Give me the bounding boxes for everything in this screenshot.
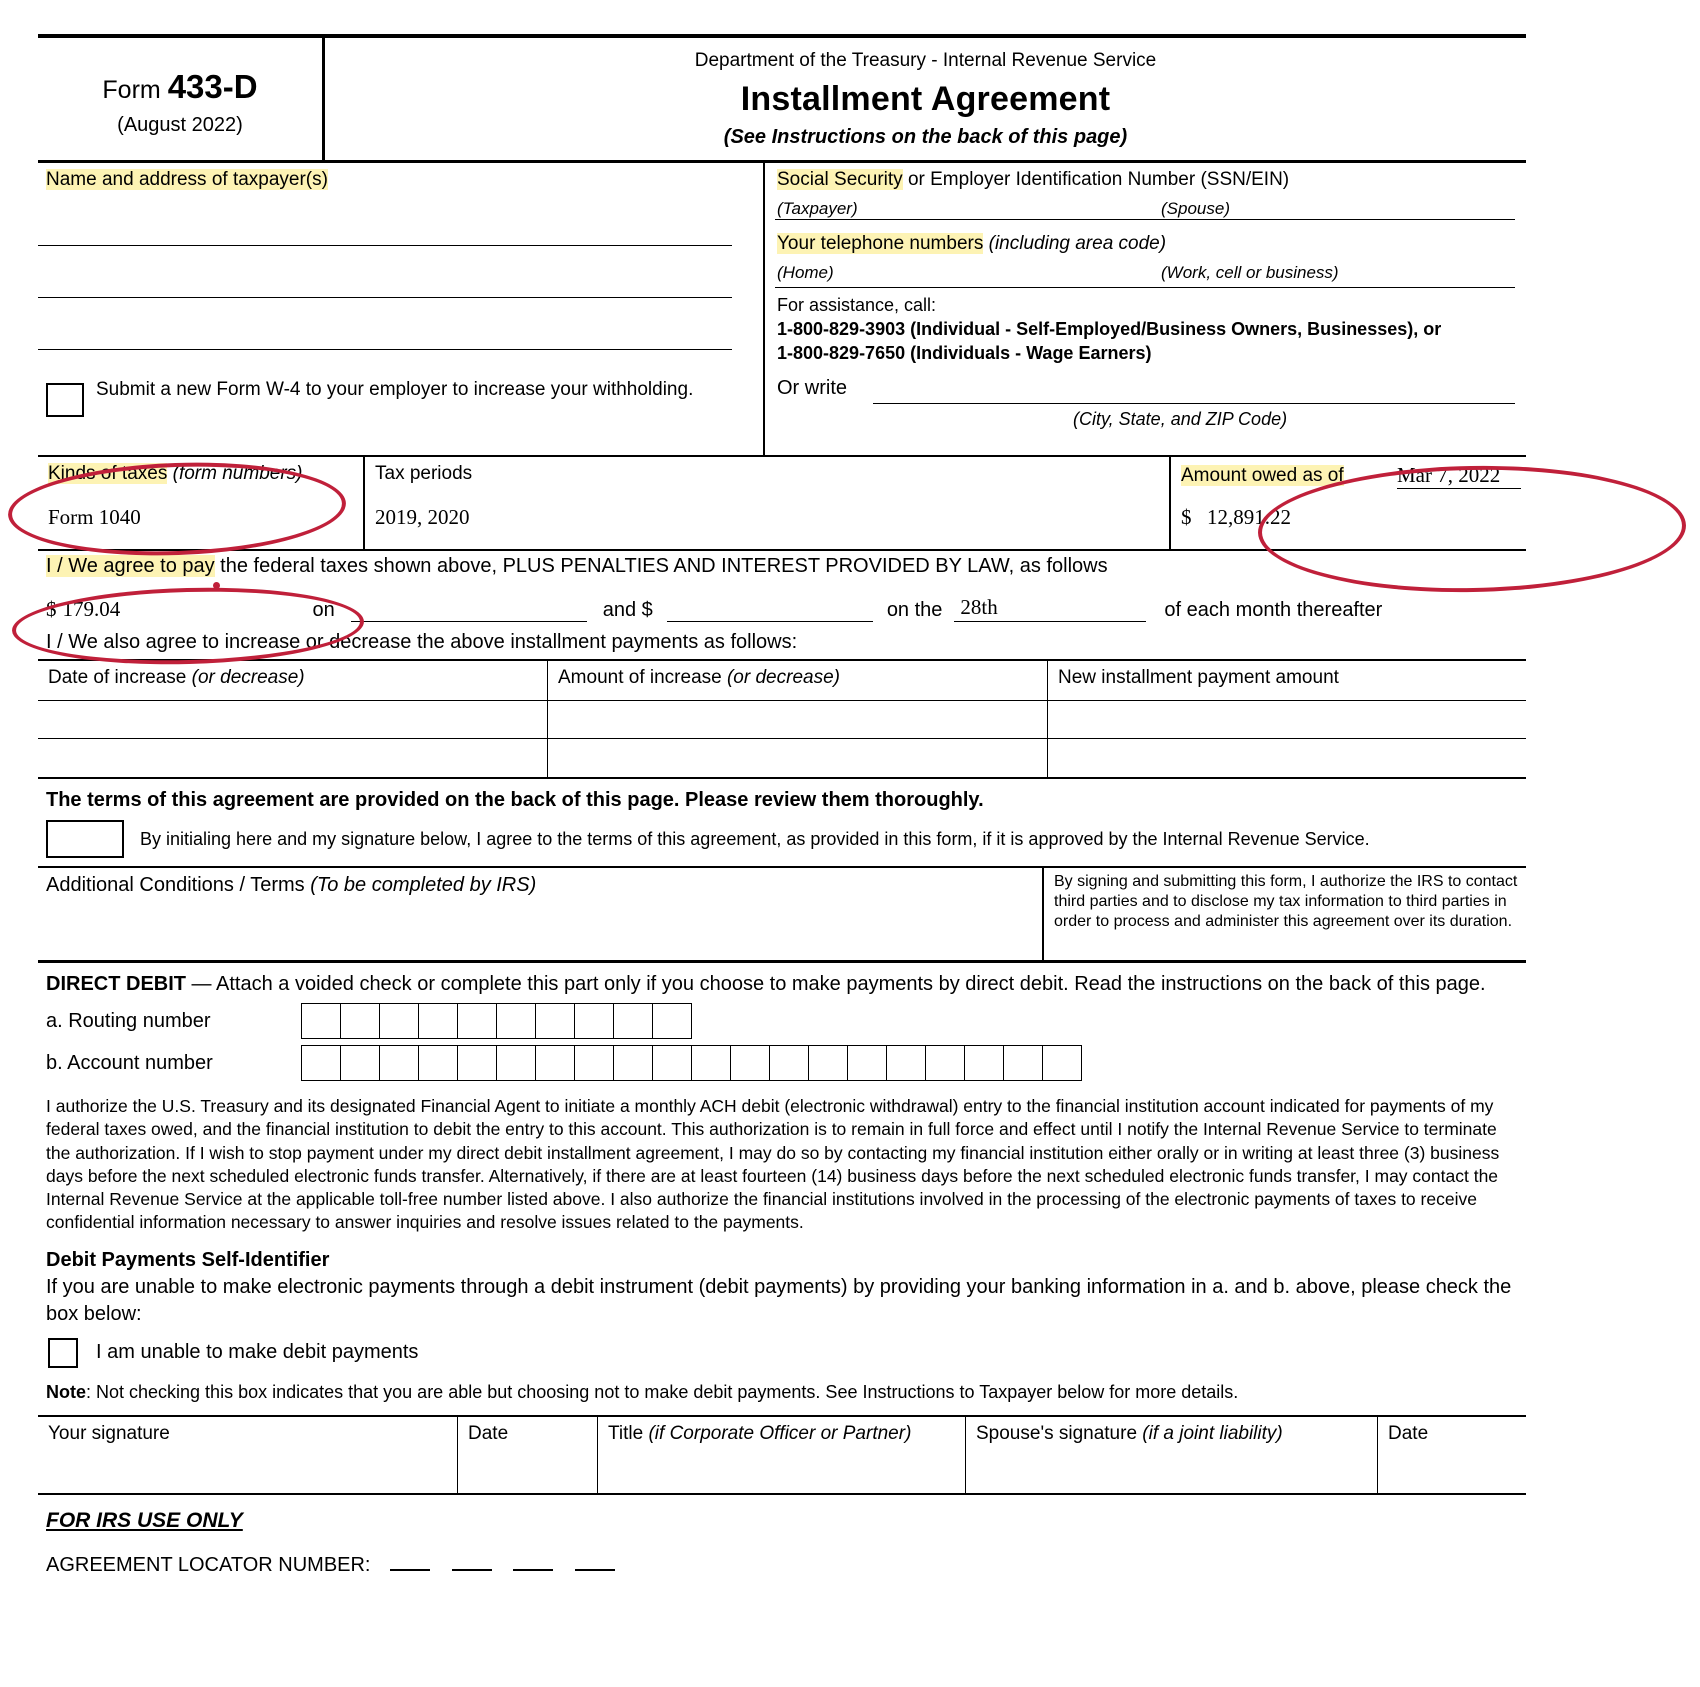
debit-self-identifier-body: If you are unable to make electronic payments through a debit instrument (debit payments) by providing your banking information in a. and b. above, please check the box below: [46, 1275, 1512, 1325]
taxpayer-sublabel: (Taxpayer) [777, 199, 858, 218]
routing-digit[interactable] [535, 1003, 575, 1039]
or-write-label: Or write [777, 377, 847, 399]
assistance-label: For assistance, call: [777, 295, 937, 315]
signature-date-field[interactable]: Date [458, 1417, 598, 1493]
spouse-signature-date-field[interactable]: Date [1388, 1422, 1429, 1444]
debit-note: Note: Not checking this box indicates that you are able but choosing not to make debit payments. See Instructions to Taxpayer below for more details. [46, 1381, 1239, 1402]
initials-field[interactable] [46, 820, 124, 858]
assistance-phone-2: 1-800-829-7650 (Individuals - Wage Earners) [777, 343, 1152, 363]
kinds-of-taxes-label: Kinds of taxes (form numbers) [48, 463, 303, 484]
cell-amount[interactable] [548, 739, 1048, 777]
additional-conditions-label: Additional Conditions / Terms [46, 874, 305, 896]
account-digit[interactable] [379, 1045, 419, 1081]
locator-segment[interactable] [452, 1551, 492, 1571]
account-digit[interactable] [1042, 1045, 1082, 1081]
w4-checkbox[interactable] [46, 383, 84, 417]
phone-rule[interactable] [775, 287, 1515, 288]
agreement-locator-input[interactable] [390, 1551, 631, 1577]
signature-row [38, 1417, 1526, 1493]
account-digit[interactable] [808, 1045, 848, 1081]
payment-day-value[interactable]: 28th [954, 595, 1146, 622]
routing-digit[interactable] [652, 1003, 692, 1039]
tax-periods-label: Tax periods [375, 463, 473, 484]
account-number-row [38, 1045, 1526, 1081]
ach-authorization-text: I authorize the U.S. Treasury and its designated Financial Agent to initiate a monthly ACH debit (electronic withdrawal) entry to the financial institution account indicated for payments of my federal taxes owed, and the financial institution to debit the entry to this account. This authorization is to remain in full force and effect until I notify the Internal Revenue Service to terminate the authorization. If I wish to stop payment under my direct debit installment agreement, I may do so by contacting my financial institution either orally or in writing at least three (3) business days before the next scheduled electronic funds transfer. Alternatively, if there are at least fourteen (14) business days before the next scheduled electronic funds transfer, I may contact the Internal Revenue Service at the applicable toll-free number listed above. I also authorize the financial institutions involved in the processing of the electronic payments of taxes to receive confidential information necessary to answer inquiries and resolve issues related to the payments. [46, 1096, 1500, 1233]
your-signature-field[interactable]: Your signature [38, 1417, 458, 1493]
account-digit[interactable] [418, 1045, 458, 1081]
kinds-of-taxes-cell [38, 457, 365, 549]
account-digit[interactable] [769, 1045, 809, 1081]
unable-to-pay-row [38, 1328, 1526, 1368]
routing-digit[interactable] [301, 1003, 341, 1039]
ssn-label: Social Security or Employer Identification Number (SSN/EIN) [777, 169, 1290, 190]
account-digit[interactable] [340, 1045, 380, 1081]
payment-and-label: and $ [602, 599, 653, 621]
phone-label: Your telephone numbers (including area code) [777, 233, 1167, 254]
signature-table [38, 1415, 1526, 1495]
amount-owed-cell [1171, 457, 1526, 549]
account-digit[interactable] [925, 1045, 965, 1081]
locator-segment[interactable] [513, 1551, 553, 1571]
account-digit[interactable] [691, 1045, 731, 1081]
agreement-locator-row [38, 1533, 1526, 1577]
payment-on-label: on [312, 599, 335, 621]
routing-digit[interactable] [496, 1003, 536, 1039]
assistance-phone-1: 1-800-829-3903 (Individual - Self-Employed/Business Owners, Businesses), or [777, 319, 1442, 339]
kinds-of-taxes-value[interactable]: Form 1040 [48, 505, 141, 529]
routing-digit[interactable] [457, 1003, 497, 1039]
account-digit[interactable] [457, 1045, 497, 1081]
account-number-label: b. Account number [46, 1051, 213, 1074]
name-address-label: Name and address of taxpayer(s) [46, 169, 328, 190]
amount-owed-currency: $ [1181, 505, 1192, 529]
unable-to-make-debit-payments-label: I am unable to make debit payments [96, 1341, 419, 1364]
debit-self-identifier-heading: Debit Payments Self-Identifier [46, 1248, 330, 1271]
taxpayer-name-address-cell [38, 163, 765, 455]
amount-owed-value[interactable]: 12,891.22 [1207, 505, 1291, 529]
increase-decrease-statement: I / We also agree to increase or decrease the above installment payments as follows: [46, 631, 798, 653]
locator-segment[interactable] [575, 1551, 615, 1571]
form-title-block [325, 38, 1526, 160]
account-digit[interactable] [652, 1045, 692, 1081]
or-write-rule[interactable] [873, 403, 1515, 404]
amount-owed-date[interactable]: Mar 7, 2022 [1397, 463, 1521, 489]
identification-cell [765, 163, 1526, 455]
address-rule-2[interactable] [38, 297, 732, 298]
routing-digit[interactable] [574, 1003, 614, 1039]
table-header-row [38, 661, 1526, 701]
payment-on-the-label: on the [886, 599, 943, 621]
payment-second-amount-field[interactable] [667, 595, 873, 622]
cell-date[interactable] [38, 739, 548, 777]
terms-heading: The terms of this agreement are provided on the back of this page. Please review them thoroughly. [46, 789, 984, 811]
cell-new-amount[interactable] [1048, 739, 1526, 777]
form-number-block [38, 38, 325, 160]
tax-periods-cell [365, 457, 1171, 549]
routing-digit[interactable] [613, 1003, 653, 1039]
w4-checkbox-label: Submit a new Form W-4 to your employer to increase your withholding. [96, 379, 694, 400]
account-digit[interactable] [1003, 1045, 1043, 1081]
routing-number-label: a. Routing number [46, 1009, 211, 1032]
col-new-installment-amount: New installment payment amount [1048, 661, 1526, 701]
unable-to-make-debit-payments-checkbox[interactable] [48, 1338, 78, 1368]
account-digit[interactable] [496, 1045, 536, 1081]
table-row[interactable] [38, 739, 1526, 777]
amount-owed-label: Amount owed as of [1181, 465, 1344, 486]
form-subtitle: (See Instructions on the back of this page) [723, 126, 1128, 148]
tax-periods-value[interactable]: 2019, 2020 [375, 505, 470, 529]
form-number-label: Form [102, 75, 161, 104]
page-title: Installment Agreement [740, 80, 1111, 118]
locator-segment[interactable] [390, 1551, 430, 1571]
additional-conditions-cell[interactable]: Additional Conditions / Terms (To be completed by IRS) [38, 868, 1044, 960]
for-irs-use-only-heading: FOR IRS USE ONLY [46, 1508, 243, 1532]
routing-digit[interactable] [379, 1003, 419, 1039]
home-sublabel: (Home) [777, 263, 834, 282]
form-number [102, 68, 257, 106]
cell-date[interactable] [38, 701, 548, 739]
routing-digit[interactable] [418, 1003, 458, 1039]
account-digit[interactable] [964, 1045, 1004, 1081]
routing-number-input[interactable] [302, 1003, 692, 1039]
routing-digit[interactable] [340, 1003, 380, 1039]
form-revision-date: (August 2022) [117, 113, 243, 136]
annotation-dot [213, 582, 220, 589]
table-row[interactable] [38, 701, 1526, 739]
initial-here-label: By initialing here and my signature below, I agree to the terms of this agreement, as provided in this form, if it is approved by the Internal Revenue Service. [140, 828, 1370, 849]
spouse-signature-field[interactable]: Spouse's signature (if a joint liability) [966, 1417, 1378, 1493]
payment-currency: $ [46, 597, 57, 621]
ssn-rule[interactable] [775, 219, 1515, 220]
col-amount-of-increase: Amount of increase (or decrease) [548, 661, 1048, 701]
department-line: Department of the Treasury - Internal Revenue Service [694, 50, 1157, 71]
taxes-row [38, 457, 1526, 551]
third-party-authorization-text: By signing and submitting this form, I authorize the IRS to contact third parties and to disclose my tax information to third parties in order to process and administer this agreement over its duration. [1054, 873, 1518, 930]
address-rule-1[interactable] [38, 245, 732, 246]
spouse-sublabel: (Spouse) [1161, 199, 1230, 218]
address-rule-3[interactable] [38, 349, 732, 350]
direct-debit-heading: DIRECT DEBIT — Attach a voided check or complete this part only if you choose to make payments by direct debit. Read the instructions on the back of this page. [46, 973, 1486, 995]
form-header [38, 38, 1526, 163]
account-digit[interactable] [886, 1045, 926, 1081]
account-digit[interactable] [613, 1045, 653, 1081]
account-digit[interactable] [730, 1045, 770, 1081]
work-sublabel: (Work, cell or business) [1161, 263, 1339, 282]
agree-to-pay-section [38, 551, 1526, 661]
payment-thereafter-label: of each month thereafter [1164, 599, 1383, 621]
account-digit[interactable] [535, 1045, 575, 1081]
account-number-input[interactable] [302, 1045, 1082, 1081]
payment-first-date-field[interactable] [351, 595, 587, 622]
account-digit[interactable] [847, 1045, 887, 1081]
routing-number-row [38, 1003, 1526, 1039]
city-state-zip-label: (City, State, and ZIP Code) [1073, 409, 1288, 429]
agree-to-pay-statement: I / We agree to pay the federal taxes shown above, PLUS PENALTIES AND INTEREST PROVIDED BY LAW, as follows [46, 555, 1108, 577]
payment-amount-value[interactable]: 179.04 [62, 597, 121, 621]
cell-amount[interactable] [548, 701, 1048, 739]
agreement-locator-label: AGREEMENT LOCATOR NUMBER: [46, 1553, 371, 1576]
additional-conditions-row [38, 868, 1526, 963]
installment-change-table [38, 661, 1526, 779]
form-page [38, 34, 1526, 1654]
payment-amount-line [46, 595, 1516, 622]
taxpayer-identification-block [38, 163, 1526, 457]
title-field[interactable]: Title (if Corporate Officer or Partner) [598, 1417, 966, 1493]
cell-new-amount[interactable] [1048, 701, 1526, 739]
form-number-value: 433-D [167, 67, 258, 105]
account-digit[interactable] [301, 1045, 341, 1081]
account-digit[interactable] [574, 1045, 614, 1081]
initial-here-row [38, 820, 1526, 868]
col-date-of-increase: Date of increase (or decrease) [38, 661, 548, 701]
